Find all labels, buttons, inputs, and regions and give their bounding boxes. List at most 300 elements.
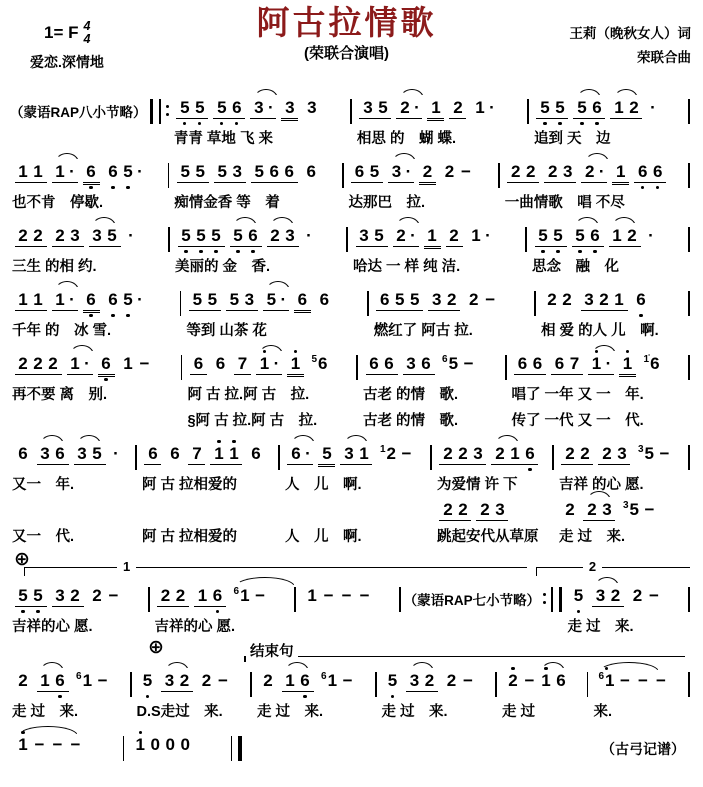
note-group — [561, 500, 578, 520]
note: $^6$1 — [76, 671, 93, 690]
note: 3 — [594, 586, 606, 606]
note: 0 — [180, 735, 190, 754]
barline — [130, 672, 132, 697]
measure — [10, 725, 120, 785]
note: 2 — [179, 671, 190, 690]
system-row — [10, 88, 693, 148]
duration-dash: − — [659, 444, 670, 463]
note-group — [319, 671, 358, 691]
note: 6 — [297, 290, 308, 309]
augmentation-dot: · — [137, 290, 143, 309]
note: 3 — [91, 226, 103, 246]
measure — [255, 661, 372, 721]
note-group — [505, 671, 570, 691]
notes-row — [361, 344, 502, 378]
notes-row — [10, 216, 165, 250]
note: 6 — [85, 290, 97, 310]
note-group — [161, 671, 193, 692]
augmentation-dot: · — [113, 444, 119, 463]
note: 2 — [446, 671, 457, 690]
barline — [688, 291, 690, 316]
note: 2 — [33, 226, 43, 245]
notes-row — [283, 434, 427, 468]
lyrics-line-1: 一曲情歌 唱 不尽 — [504, 195, 625, 211]
note-group — [213, 98, 245, 119]
duration-dash: − — [461, 162, 471, 181]
note: 1 — [427, 226, 437, 245]
note: 2 — [610, 586, 621, 605]
augmentation-dot: · — [648, 226, 654, 245]
barline — [688, 163, 690, 188]
note: 1 — [69, 354, 81, 374]
note-group — [287, 354, 304, 375]
barline — [159, 99, 161, 124]
note-group — [309, 354, 330, 374]
note: 2 — [480, 500, 490, 519]
measure — [10, 576, 145, 636]
note: 1 — [475, 98, 485, 117]
lyrics-line-1: 走 过 来. — [567, 619, 634, 635]
octave-dot-below — [595, 122, 598, 125]
note-group — [157, 586, 189, 607]
note: 2 — [632, 586, 643, 605]
note: 2 — [562, 290, 572, 309]
note: 5 — [142, 671, 154, 691]
note: 5 — [387, 671, 399, 691]
octave-dot-below — [236, 250, 239, 253]
octave-dot-below — [58, 695, 61, 698]
note: $^6$5 — [442, 354, 459, 373]
note: 3 — [343, 444, 355, 464]
note-group — [316, 290, 333, 310]
note: 6 — [18, 444, 28, 463]
note: 3 — [55, 586, 65, 605]
measure — [351, 216, 522, 276]
note-group — [98, 354, 115, 375]
barline — [525, 227, 527, 252]
notes-row — [153, 576, 292, 610]
duration-dash: − — [70, 735, 81, 754]
note-group — [443, 671, 478, 691]
notes-row — [351, 216, 522, 250]
barline — [180, 291, 182, 316]
notes-row — [135, 661, 248, 695]
lyrics-line-1: 吉祥的心 愿. — [154, 619, 236, 635]
note: 5 — [369, 162, 380, 181]
measure — [185, 344, 353, 430]
time-signature — [84, 20, 91, 45]
grace-note: 3 — [637, 444, 644, 455]
note: 6 — [284, 162, 294, 181]
lyrics-line-1: 思念 融 化 — [532, 259, 619, 275]
duration-dash: − — [463, 671, 473, 690]
note-group — [551, 354, 583, 375]
note: 2 — [175, 586, 186, 605]
note: 3 — [473, 444, 483, 463]
note: 7 — [237, 354, 248, 373]
note-group — [561, 444, 593, 465]
octave-dot-above — [626, 350, 629, 353]
octave-dot-below — [251, 250, 254, 253]
note: 5 — [552, 226, 564, 246]
barline — [498, 163, 500, 188]
volta-1-bracket — [24, 559, 527, 576]
note: 2 — [446, 290, 457, 309]
key-block — [10, 4, 185, 72]
note: 3 — [244, 290, 255, 309]
system-row — [10, 344, 693, 430]
barline — [250, 672, 252, 697]
note-group — [318, 444, 335, 465]
barline — [150, 99, 154, 124]
notes-row — [539, 280, 685, 314]
lyrics-line-2: §阿 古 拉.阿 古 拉. — [187, 413, 318, 429]
slur-arc — [70, 345, 94, 355]
note-group — [351, 162, 383, 183]
note-group — [592, 586, 624, 607]
note: 6 — [148, 444, 158, 463]
octave-dot-above — [21, 731, 24, 734]
note-group — [406, 671, 438, 692]
octave-dot-above — [544, 667, 547, 670]
note: 1 — [17, 735, 29, 755]
octave-dot-below — [543, 122, 546, 125]
note: 5 — [192, 290, 203, 309]
note-group — [419, 162, 436, 183]
notes-row — [184, 280, 364, 314]
note: 3 — [409, 671, 421, 691]
note-group — [198, 671, 233, 691]
duration-dash: − — [644, 500, 655, 519]
note: 5 — [574, 226, 586, 246]
note: 6 — [354, 162, 365, 181]
barline — [505, 355, 507, 380]
measure — [10, 661, 127, 721]
lyrics-line-1: 古老 的情 歌. — [363, 387, 459, 403]
note: 6 — [170, 444, 180, 463]
note: 3 — [406, 354, 416, 373]
notes-row — [172, 152, 339, 186]
grace-note: 5 — [311, 354, 318, 365]
notes-row — [10, 661, 127, 695]
note: 1 — [213, 444, 225, 464]
lyrics-line-1: 燃红了 阿古 拉. — [373, 323, 473, 339]
note: 2 — [399, 98, 411, 118]
note: 6 — [591, 98, 603, 118]
note: $^3$5 — [637, 444, 654, 463]
note: 5 — [217, 162, 227, 181]
duration-dash: − — [463, 354, 474, 373]
notes-row — [372, 280, 532, 314]
lyrics-line-1: 走 过 来. — [12, 704, 79, 720]
note-group — [89, 586, 124, 606]
measure — [355, 88, 524, 148]
note: 2 — [629, 98, 639, 117]
note-group — [226, 290, 258, 311]
note: 2 — [526, 162, 536, 181]
grace-note: 3 — [622, 500, 629, 511]
measure — [10, 344, 178, 430]
note-group — [393, 226, 419, 247]
barline — [168, 163, 170, 188]
lyrics-line-2: 传了 一代 又 一 代. — [511, 413, 644, 429]
slur-arc — [254, 89, 278, 99]
note: 2 — [468, 290, 479, 309]
notes-row — [10, 725, 120, 759]
lyrics-line-1 — [10, 759, 120, 785]
lyrics-line-1: 三生 的相 约. — [12, 259, 97, 275]
augmentation-dot: · — [69, 162, 75, 181]
note: 1 — [39, 671, 51, 691]
measure — [140, 434, 275, 546]
measure — [435, 434, 549, 546]
note: 1 — [431, 98, 441, 117]
barline — [148, 587, 150, 612]
note: 0 — [165, 735, 175, 754]
octave-dot-below — [214, 250, 217, 253]
note-group — [303, 162, 320, 182]
system — [10, 344, 693, 430]
barline — [551, 587, 553, 612]
duration-dash: − — [97, 671, 108, 690]
note-group — [126, 226, 137, 246]
slur-arc — [55, 281, 79, 291]
lyrics-line-1: 等到 山茶 花 — [186, 323, 267, 339]
notes-row — [565, 576, 685, 610]
barline — [552, 445, 554, 470]
note: 5 — [229, 290, 240, 309]
note-group — [52, 290, 78, 311]
note: 1 — [54, 162, 66, 182]
note: 5 — [394, 290, 405, 309]
notes-row — [10, 344, 178, 378]
note-group — [166, 444, 183, 464]
note-group — [536, 98, 568, 119]
octave-dot-below — [111, 186, 114, 189]
barline — [278, 445, 280, 470]
notes-row — [10, 152, 165, 186]
note: 3 — [602, 500, 612, 519]
lyrics-line-1: 追到 天 边 — [533, 131, 611, 147]
octave-dot-below — [577, 610, 580, 613]
note: 3 — [285, 98, 295, 117]
note-group — [111, 444, 122, 464]
octave-dot-below — [126, 314, 129, 317]
note-group — [15, 354, 62, 375]
note: 5 — [32, 586, 44, 606]
note: 2 — [33, 354, 43, 373]
measure — [510, 344, 686, 430]
note-group — [619, 354, 636, 375]
note: 6 — [299, 671, 311, 691]
note-group — [440, 354, 479, 374]
duration-dash: − — [342, 671, 353, 690]
slur-arc — [266, 281, 290, 291]
octave-dot-below — [21, 610, 24, 613]
measure — [299, 576, 396, 636]
lyrics-line-2: 又一 代. — [12, 529, 75, 545]
volta-2-label: 2 — [583, 560, 602, 574]
note: 3 — [495, 500, 505, 519]
note: 2 — [422, 162, 433, 181]
octave-dot-above — [232, 440, 235, 443]
notes-row — [172, 88, 347, 122]
octave-dot-below — [111, 314, 114, 317]
octave-dot-above — [511, 667, 514, 670]
note-group — [120, 354, 155, 374]
notes-row — [435, 434, 549, 468]
augmentation-dot: · — [650, 98, 656, 117]
octave-dot-above — [217, 440, 220, 443]
composer-credit: 荣联合曲 — [637, 50, 691, 66]
octave-dot-above — [139, 731, 142, 734]
note-group — [188, 444, 205, 465]
note: 5 — [554, 98, 566, 118]
note: 1 — [614, 290, 624, 309]
key-signature: 1= F — [44, 22, 79, 42]
note: 3 — [584, 290, 594, 309]
barline — [350, 99, 352, 124]
note-group — [267, 226, 299, 247]
note-group — [581, 290, 628, 311]
ossia-notes-row — [557, 494, 685, 520]
note-group — [303, 98, 320, 118]
note-group — [428, 290, 460, 311]
note: 5 — [254, 162, 264, 181]
note-group — [449, 98, 466, 119]
note-group — [105, 162, 146, 182]
note: 6 — [517, 354, 528, 373]
augmentation-dot: · — [410, 226, 416, 245]
note-group — [15, 226, 47, 247]
note: 6 — [55, 444, 65, 463]
notes-row — [299, 576, 396, 610]
notes-row — [140, 434, 275, 468]
barline — [168, 227, 170, 252]
note-group — [287, 444, 313, 465]
coda-icon: ⊕ — [148, 637, 164, 658]
system-row — [10, 434, 693, 546]
ossia-notes-row — [435, 494, 549, 520]
barline — [688, 227, 690, 252]
notes-row — [10, 576, 145, 610]
system — [10, 637, 693, 721]
note-group — [514, 354, 546, 375]
note-group — [176, 98, 208, 119]
note: 2 — [18, 354, 28, 373]
grace-note: 6 — [442, 354, 448, 365]
note: 7 — [569, 354, 580, 373]
duration-dash: − — [620, 671, 630, 690]
note: 6 — [379, 290, 390, 309]
octave-dot-below — [303, 695, 306, 698]
note: 6 — [532, 354, 543, 373]
lyrics-line-2: 跳起安代从草原 — [436, 529, 539, 545]
section-label: （蒙语RAP八小节略） — [10, 105, 147, 120]
duration-dash: − — [656, 671, 666, 690]
note: 1 — [228, 444, 240, 464]
note: 1 — [33, 162, 43, 181]
note: 5 — [539, 98, 551, 118]
note: 1 — [284, 671, 296, 691]
note: 3 — [285, 226, 295, 245]
octave-dot-below — [556, 250, 559, 253]
measure — [184, 280, 364, 340]
lyrics-line-1: 青青 草地 飞 来 — [173, 131, 273, 147]
note: 3 — [164, 671, 176, 691]
note-group — [376, 290, 423, 311]
note: 2 — [443, 444, 453, 463]
note-group — [15, 444, 32, 464]
augmentation-dot: · — [137, 162, 143, 181]
measure — [372, 280, 532, 340]
note-group — [340, 444, 372, 465]
lyrics-line-1: 也不肯 停歇. — [12, 195, 104, 211]
note: 2 — [584, 162, 596, 182]
ending-header — [10, 637, 693, 661]
note-group — [439, 500, 471, 521]
note-group — [598, 444, 630, 465]
meter-denominator: 4 — [83, 31, 91, 46]
notes-row — [557, 434, 685, 468]
note: 6 — [319, 290, 330, 309]
barline — [527, 99, 529, 124]
system — [10, 434, 693, 546]
barline — [688, 99, 690, 124]
note: 3 — [307, 98, 317, 117]
augmentation-dot: · — [598, 162, 605, 181]
note: 6 — [637, 162, 649, 182]
augmentation-dot: · — [405, 162, 412, 181]
note-group — [439, 444, 486, 465]
augmentation-dot: · — [605, 354, 612, 373]
credits-block — [508, 4, 693, 71]
note: 6 — [269, 162, 279, 181]
grace-note: 6 — [233, 586, 240, 597]
note: 5 — [179, 98, 191, 118]
notes-row — [185, 344, 353, 378]
note-group — [250, 98, 276, 119]
note-group — [132, 735, 194, 755]
note: 1 — [611, 226, 623, 246]
note-group — [633, 290, 650, 310]
note: 5 — [409, 290, 420, 309]
note: 2 — [599, 290, 609, 309]
lyrics-line-2: 阿 古 拉相爱的 — [141, 529, 238, 545]
augmentation-dot: · — [485, 226, 491, 245]
lyrics-line-1: 又一 年. — [12, 477, 75, 493]
duration-dash: − — [255, 586, 266, 605]
note-group — [544, 162, 576, 183]
grace-note: 6 — [76, 671, 82, 682]
note-group — [15, 671, 32, 691]
barline — [587, 672, 589, 697]
lyrics-line-2: 古老 的情 歌. — [363, 413, 459, 429]
note-group — [304, 226, 315, 246]
augmentation-dot: · — [84, 354, 90, 373]
notes-row — [10, 280, 177, 314]
octave-dot-above — [595, 350, 598, 353]
measure — [10, 280, 177, 340]
note: 1 — [18, 290, 28, 309]
note: 5 — [92, 444, 102, 463]
system-row — [10, 216, 693, 276]
measure — [172, 152, 339, 212]
lyrics-line-1: D.S走过 来. — [136, 704, 223, 720]
notes-row — [510, 344, 686, 378]
lyrics-line-1: 为爱情 许 下 — [436, 477, 518, 493]
measure — [10, 434, 132, 546]
